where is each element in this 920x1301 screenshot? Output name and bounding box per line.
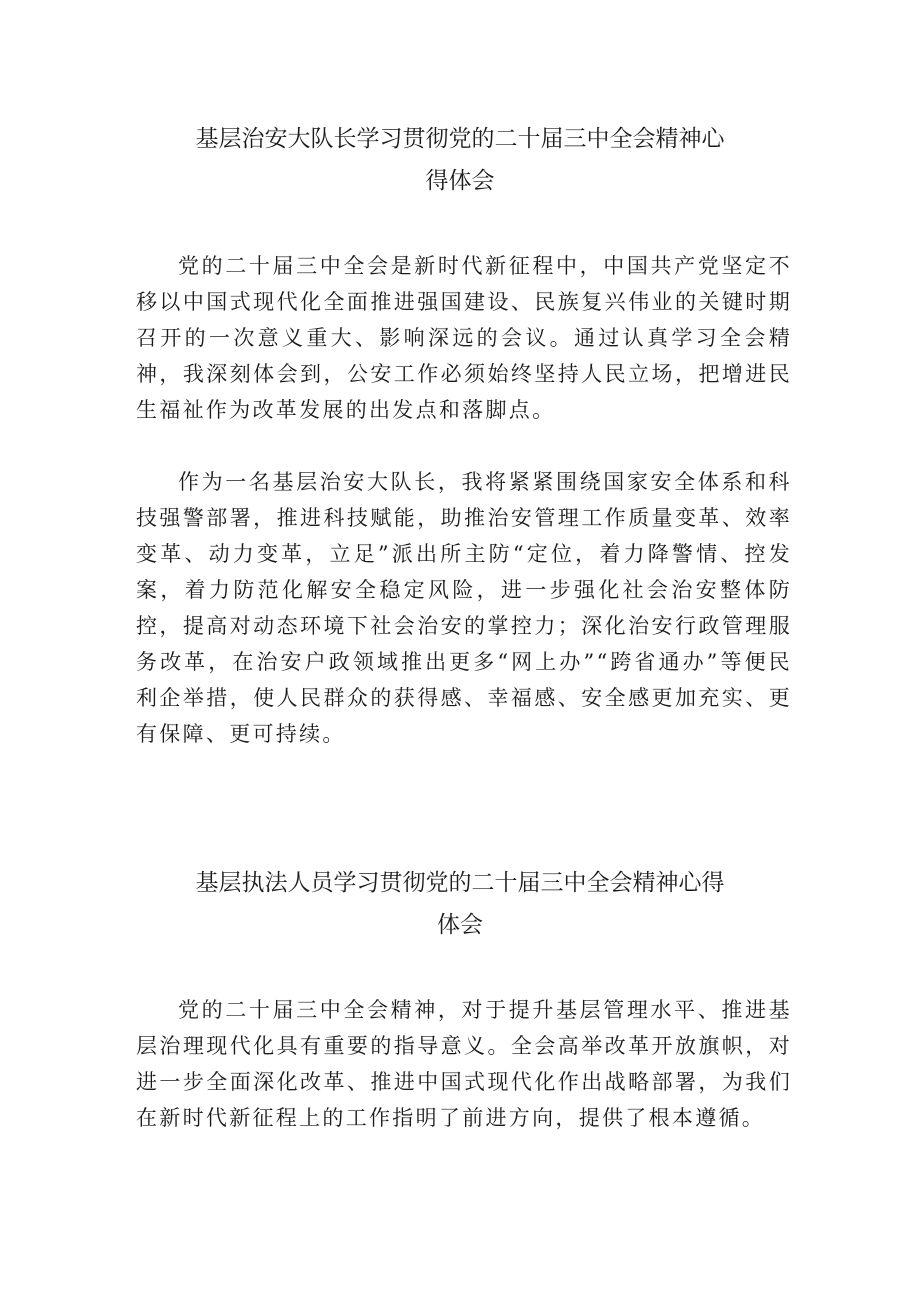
section1-paragraph-2: 作为一名基层治安大队长，我将紧紧围绕国家安全体系和科技强警部署，推进科技赋能，助推治安管理工作质量变革、效率变革、动力变革，立足”派出所主防“定位，着力降警情、控发案，着力防范化解安全稳定风险，进一步强化社会治安整体防控，提高对动态环境下社会治安的掌控力；深化治安行政管理服务改革，在治安户政领域推出更多“网上办”“跨省通办”等便民利企举措，使人民群众的获得感、幸福感、安全感更加充实、更有保障、更可持续。 (136, 470, 792, 746)
section2-title-line2: 体会 (437, 912, 483, 938)
section2-title (0, 862, 920, 946)
section1-title (0, 118, 920, 202)
section1-title-line1: 基层治安大队长学习贯彻党的二十届三中全会精神心 (195, 126, 725, 152)
section1-paragraph-1: 党的二十届三中全会是新时代新征程中，中国共产党坚定不移以中国式现代化全面推进强国建设、民族复兴伟业的关键时期召开的一次意义重大、影响深远的会议。通过认真学习全会精神，我深刻体会到，公安工作必须始终坚持人民立场，把增进民生福祉作为改革发展的出发点和落脚点。 (136, 254, 792, 422)
section1-title-line2: 得体会 (425, 168, 495, 194)
section2-title-line1: 基层执法人员学习贯彻党的二十届三中全会精神心得 (195, 870, 725, 896)
section2-paragraph-1: 党的二十届三中全会精神，对于提升基层管理水平、推进基层治理现代化具有重要的指导意义。全会高举改革开放旗帜，对进一步全面深化改革、推进中国式现代化作出战略部署，为我们在新时代新征程上的工作指明了前进方向，提供了根本遵循。 (136, 998, 792, 1130)
